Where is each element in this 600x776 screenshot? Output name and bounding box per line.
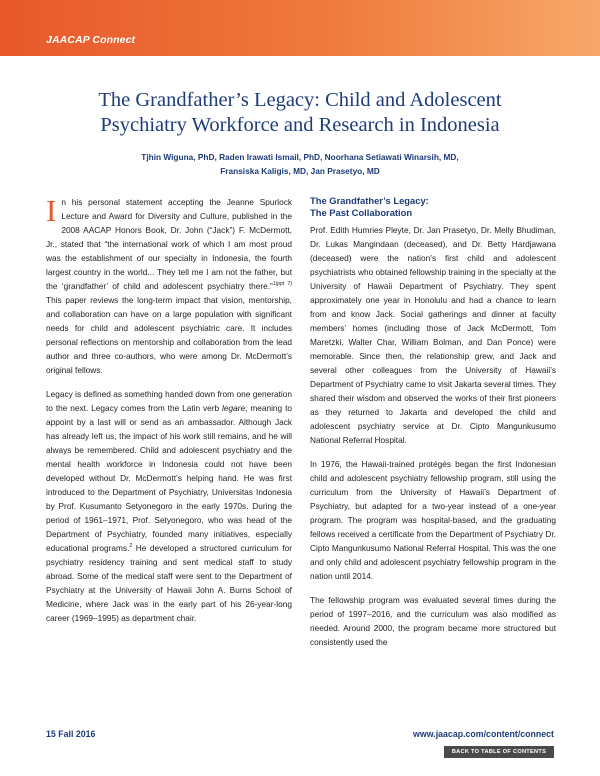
drop-cap: I [46, 193, 57, 228]
page-number-issue: 15 Fall 2016 [46, 729, 96, 739]
authors-line-1: Tjhin Wiguna, PhD, Raden Irawati Ismail, PhD, Noorhana Setiawati Winarsih, MD, [141, 152, 459, 162]
evaluation-paragraph: The fellowship program was evaluated several times during the period of 1997–2016, and the curriculum was also modified as needed. Around 2000, the program became more structured but consistently used the [310, 595, 556, 647]
section-heading-line-1: The Grandfather’s Legacy: [310, 195, 429, 206]
intro-text-continued: This paper reviews the long-term impact that vision, mentorship, and collaboration can have on a large population with significant needs for child and adolescent psychiatric care. It includes personal reflections on mentorship and collaboration from the lead author and three co-authors, who were among Dr. McDermott’s original fellows. [46, 295, 292, 375]
section-heading-line-2: The Past Collaboration [310, 207, 413, 218]
intro-text: n his personal statement accepting the Jeanne Spurlock Lecture and Award for Diversity and Culture, published in the 2008 AACAP Honors Book, Dr. John (“Jack”) F. McDermott, Jr., stated that “the international work of which I am most proud was the establishment of our specialty in Indonesia, the fourth largest country in the world... They tell me I am not the father, but the ‘grandfather’ of child and adolescent psychiatry there.” [46, 197, 292, 291]
title-line-1: The Grandfather’s Legacy: Child and Adolescent [98, 89, 502, 111]
legacy-paragraph [46, 387, 292, 625]
legacy-text-b: , meaning to appoint by a last will or send as an ambassador. Although Jack has already left us, the impact of his work still remains, and he will always be remembered. Child and adolescent psychiatry and the mental health workforce in Indonesia could not have been developed without Dr. McDermott’s helping hand. He was first introduced to the Department of Psychiatry, Universitas Indonesia by Prof. Kusumanto Setyonegoro in the early 1970s. During the period of 1961–1971, Prof. Setyonegoro, who was head of the Department of Psychiatry, founded many initiatives, especially educational programs. [46, 403, 292, 553]
intro-paragraph [46, 195, 292, 377]
journal-url-link[interactable]: www.jaacap.com/content/connect [413, 729, 554, 739]
journal-section-label: JAACAP Connect [46, 34, 136, 46]
legacy-text-a: Legacy is defined as something handed down from one generation to the next. Legacy comes from the Latin verb [46, 389, 292, 413]
citation-superscript-2: 2 [129, 543, 133, 550]
authors-line-2: Fransiska Kaligis, MD, Jan Prasetyo, MD [220, 166, 380, 176]
header-banner [0, 0, 600, 56]
section-heading [310, 195, 556, 219]
author-list [60, 150, 540, 178]
collaboration-paragraph: Prof. Edith Humries Pleyte, Dr. Jan Prasetyo, Dr. Melly Bhudiman, Dr. Lukas Mangindaan (deceased), and Dr. Betty Hardjawana (deceased) were the nation’s first child and adolescent psychiatrists who obtained fellowship training in the specialty at the University of Hawaii Department of Psychiatry. They spent approximately one year in Honolulu and had a chance to learn from and know Jack. Social gatherings and dinner at faculty members’ homes (including those of Jack McDermott, Tom Maretzki, Walter Char, William Bolman, and Dan Ponce) were memorable. Since then, the relationship grew, and Jack and several other colleagues from the University of Hawaii’s Department of Psychiatry came to visit Jakarta several times. They shared their wisdom and observed the works of their first pioneers as they returned to Jakarta and developed the child and adolescent psychiatry service at Dr. Cipto Mangunkusumo National Referral Hospital. [310, 225, 556, 445]
article-title [40, 88, 560, 138]
left-column [46, 195, 292, 635]
title-line-2: Psychiatry Workforce and Research in Indonesia [100, 114, 500, 136]
citation-superscript: 1(ppt 7) [272, 281, 293, 288]
legacy-text-c: He developed a structured curriculum for psychiatry residency training and sent medical staff to study abroad. Some of the medical staff were sent to the Department of Psychiatry at the University of Hawaii John A. Burns School of Medicine, where Jack was in the early part of his 26-year-long career (1969–1995) as department chair. [46, 543, 292, 623]
fellowship-paragraph: In 1976, the Hawaii-trained protégés began the first Indonesian child and adolescent psychiatry fellowship program, still using the curriculum from the University of Hawaii’s Department of Psychiatry, but adapted for a two-year instead of a one-year program. The program was hospital-based, and the graduating fellows received a certificate from the Department of Psychiatry Dr. Cipto Mangunkusumo National Referral Hospital. This was the one and only child and adolescent psychiatry fellowship program in the nation until 2014. [310, 459, 556, 581]
legacy-latin-term: legare [222, 403, 246, 413]
right-column [310, 195, 556, 659]
back-to-toc-button[interactable]: BACK TO TABLE OF CONTENTS [444, 746, 554, 758]
